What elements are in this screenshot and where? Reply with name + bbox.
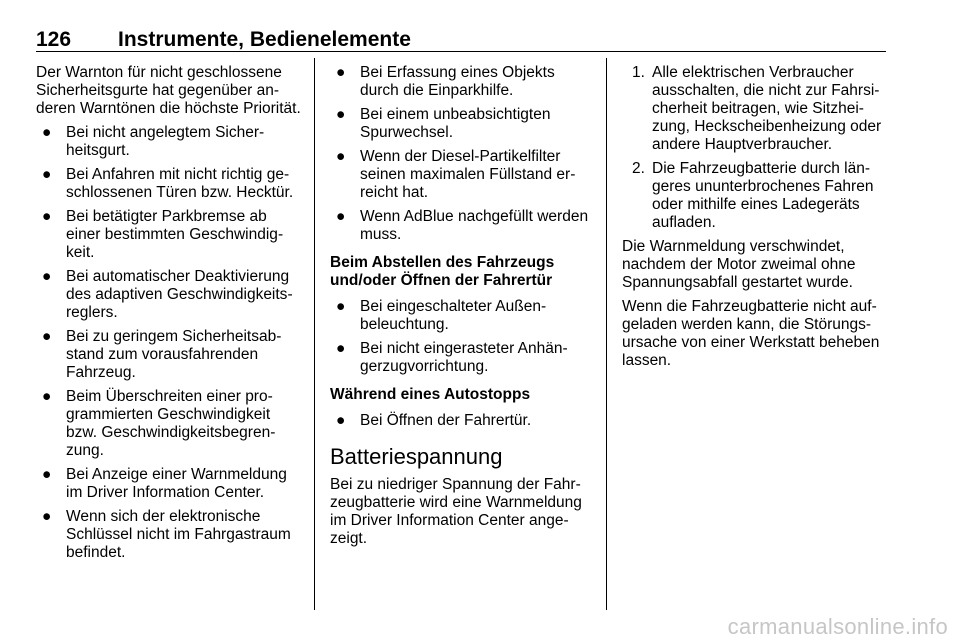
- page-title: Instrumente, Bedienelemente: [118, 28, 411, 51]
- subheading-autostop: Während eines Autostopps: [330, 386, 531, 403]
- list-item: ● Bei automatischer Deaktivierung des adaptiven Geschwindigkeitsreglers.: [42, 268, 293, 321]
- list-item: ● Bei einem unbeabsichtigten Spurwechsel.: [336, 106, 551, 141]
- bullet-icon: ●: [336, 148, 346, 165]
- page-header: [36, 28, 886, 50]
- bullet-icon: ●: [336, 298, 346, 315]
- list-item: ● Bei Anfahren mit nicht richtig geschlossenen Türen bzw. Hecktür.: [42, 166, 294, 201]
- warning-bullet-list-continued: [330, 64, 592, 244]
- list-item: ● Wenn AdBlue nachgefüllt werden muss.: [336, 208, 589, 243]
- bullet-icon: ●: [42, 328, 52, 345]
- paragraph-warning-disappears: Die Warnmeldung verschwindet, nachdem der Motor zweimal ohne Spannungsabfall gestartet wurde.: [622, 238, 856, 291]
- section-title: Batteriespannung: [330, 444, 503, 469]
- bullet-icon: ●: [336, 412, 346, 429]
- bullet-icon: ●: [336, 340, 346, 357]
- bullet-icon: ●: [42, 268, 52, 285]
- list-item: ● Wenn der Diesel-Partikelfilter seinen maximalen Füllstand erreicht hat.: [336, 148, 576, 201]
- section-paragraph: Bei zu niedriger Spannung der Fahrzeugbatterie wird eine Warnmeldung im Driver Information Center angezeigt.: [330, 476, 582, 547]
- list-item: ● Bei Öffnen der Fahrertür.: [336, 412, 532, 429]
- list-item: 1. Alle elektrischen Verbraucher ausschalten, die nicht zur Fahrsicherheit beitragen, wie Sitzheizung, Heckscheibenheizung oder andere Hauptverbraucher.: [632, 64, 882, 153]
- column-3: [622, 64, 888, 376]
- bullet-icon: ●: [42, 388, 52, 405]
- steps-list: [622, 64, 888, 232]
- paragraph-workshop: Wenn die Fahrzeugbatterie nicht aufgeladen werden kann, die Störungsursache von einer Werkstatt beheben lassen.: [622, 298, 880, 369]
- watermark: carmanualsonline.info: [727, 614, 948, 639]
- bullet-icon: ●: [42, 208, 52, 225]
- bullet-icon: ●: [42, 508, 52, 525]
- intro-paragraph: Der Warnton für nicht geschlossene Sicherheitsgurte hat gegenüber anderen Warntönen die höchste Priorität.: [36, 64, 301, 117]
- list-item: ● Bei eingeschalteter Außenbeleuchtung.: [336, 298, 547, 333]
- bullet-icon: ●: [42, 124, 52, 141]
- list-item: ● Bei betätigter Parkbremse ab einer bestimmten Geschwindigkeit.: [42, 208, 284, 261]
- list-item: ● Bei Erfassung eines Objekts durch die Einparkhilfe.: [336, 64, 555, 99]
- step-number: 1.: [632, 64, 645, 81]
- list-item: ● Bei nicht angelegtem Sicherheitsgurt.: [42, 124, 265, 159]
- list-item: ● Bei nicht eingerasteter Anhängerzugvorrichtung.: [336, 340, 568, 375]
- list-item: ● Bei zu geringem Sicherheitsabstand zum vorausfahrenden Fahrzeug.: [42, 328, 282, 381]
- column-1: [36, 64, 304, 568]
- bullet-icon: ●: [336, 106, 346, 123]
- list-item: 2. Die Fahrzeugbatterie durch längeres ununterbrochenes Fahren oder mithilfe eines Ladegeräts aufladen.: [632, 160, 874, 231]
- column-divider-1: [314, 58, 315, 610]
- step-number: 2.: [632, 160, 645, 177]
- column-2: [330, 64, 592, 554]
- parking-bullet-list: [330, 298, 592, 376]
- bullet-icon: ●: [42, 166, 52, 183]
- list-item: ● Wenn sich der elektronische Schlüssel nicht im Fahrgastraum befindet.: [42, 508, 291, 561]
- page-number: 126: [36, 28, 72, 51]
- list-item: ● Beim Überschreiten einer programmierten Geschwindigkeit bzw. Geschwindigkeitsbegrenzung.: [42, 388, 276, 459]
- bullet-icon: ●: [336, 64, 346, 81]
- header-rule: [36, 51, 886, 52]
- bullet-icon: ●: [336, 208, 346, 225]
- column-divider-2: [606, 58, 607, 610]
- list-item: ● Bei Anzeige einer Warnmeldung im Driver Information Center.: [42, 466, 287, 501]
- autostop-bullet-list: [330, 412, 592, 430]
- warning-bullet-list: [36, 124, 304, 562]
- subheading-parking: Beim Abstellen des Fahrzeugs und/oder Öffnen der Fahrertür: [330, 254, 555, 289]
- bullet-icon: ●: [42, 466, 52, 483]
